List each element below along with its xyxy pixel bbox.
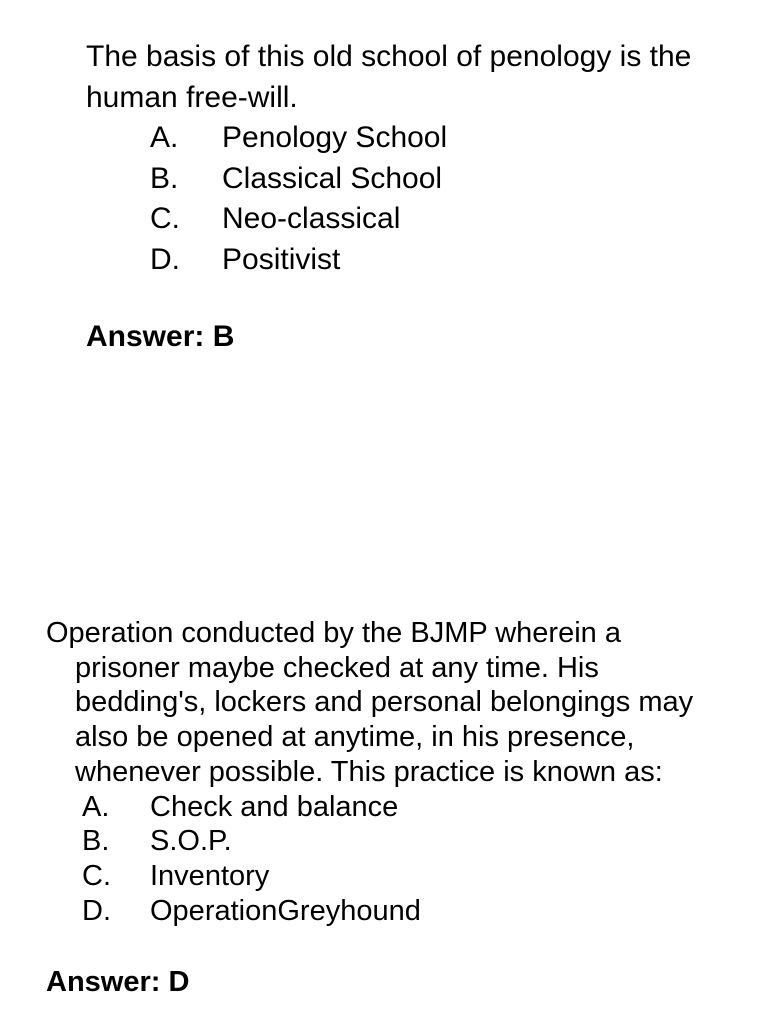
option-d xyxy=(150,240,736,281)
question-2 xyxy=(46,616,726,999)
option-letter: D. xyxy=(150,242,180,276)
option-letter: C. xyxy=(150,202,180,235)
option-text: Neo-classical xyxy=(222,202,401,235)
question-stem: Operation conducted by the BJMP wherein a prisoner maybe checked at any time. His bedding's, lockers and personal belongings may also be opened at anytime, in his presence, whenever possible. This practice is known as: xyxy=(46,617,694,788)
option-a xyxy=(150,118,736,159)
option-text: Penology School xyxy=(222,121,448,154)
option-d xyxy=(82,894,726,929)
question-stem: The basis of this old school of penology is the human free-will. xyxy=(86,40,692,114)
option-text: S.O.P. xyxy=(150,825,232,858)
option-text: Positivist xyxy=(222,242,341,276)
option-c xyxy=(150,199,736,240)
option-letter: B. xyxy=(82,825,110,858)
option-text: Check and balance xyxy=(150,790,399,823)
option-b xyxy=(150,159,736,200)
option-text: Classical School xyxy=(222,161,443,195)
question-1 xyxy=(86,36,736,354)
answer-label: Answer: B xyxy=(86,320,235,353)
option-text: OperationGreyhound xyxy=(150,894,421,927)
option-c xyxy=(82,859,726,894)
answer-label: Answer: D xyxy=(46,966,190,999)
option-text: Inventory xyxy=(150,859,270,892)
option-list xyxy=(150,118,736,280)
option-letter: B. xyxy=(150,161,179,195)
option-list xyxy=(82,790,726,929)
option-letter: C. xyxy=(82,859,111,892)
option-a xyxy=(82,790,726,825)
option-letter: A. xyxy=(82,790,110,823)
option-letter: D. xyxy=(82,894,111,927)
option-letter: A. xyxy=(150,121,179,154)
option-b xyxy=(82,824,726,859)
